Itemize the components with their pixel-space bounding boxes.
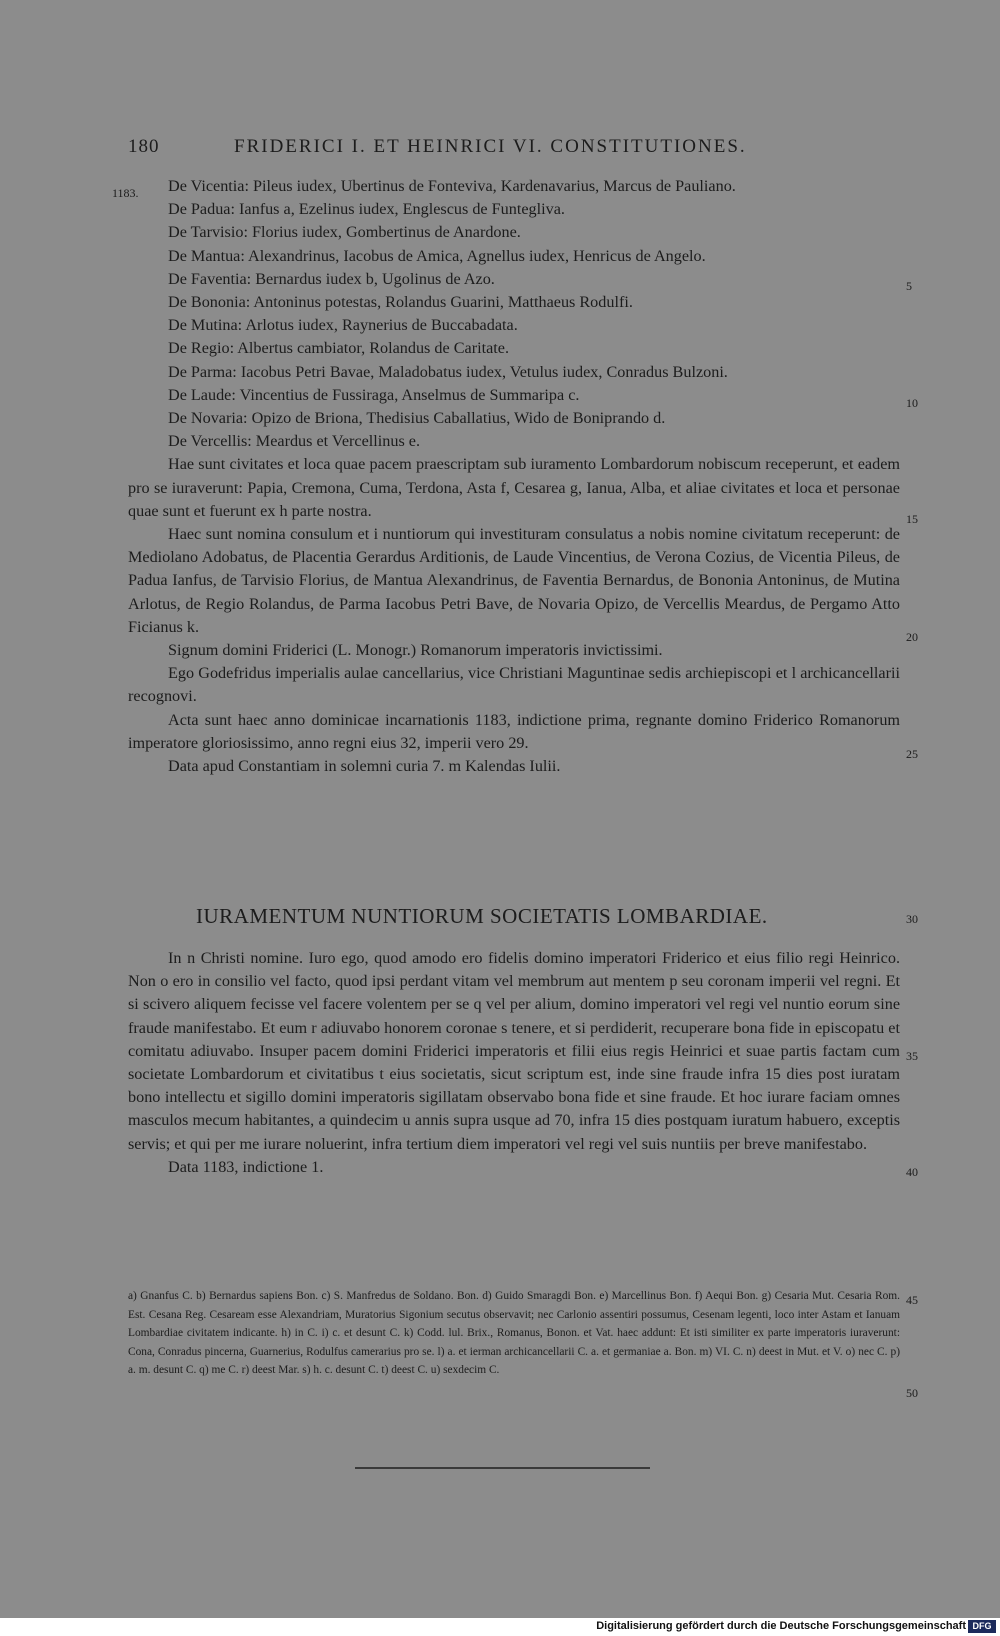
- running-title: FRIDERICI I. ET HEINRICI VI. CONSTITUTIONES.: [234, 136, 747, 157]
- paragraph: De Laude: Vincentius de Fussiraga, Anselmus de Summaripa c.: [168, 385, 580, 404]
- paragraph: De Tarvisio: Florius iudex, Gombertinus de Anardone.: [168, 223, 521, 242]
- paragraph: De Faventia: Bernardus iudex b, Ugolinus de Azo.: [168, 269, 495, 288]
- line-number: 15: [906, 512, 918, 526]
- paragraph: De Vercellis: Meardus et Vercellinus e.: [168, 432, 421, 451]
- line-number: 50: [906, 1386, 918, 1400]
- margin-year: 1183.: [112, 186, 139, 200]
- line-number: 5: [906, 279, 912, 293]
- paragraph: Ego Godefridus imperialis aulae cancellarius, vice Christiani Maguntinae sedis archiepiscopi et l archicancellarii recognovi.: [128, 664, 900, 706]
- line-number: 25: [906, 747, 918, 761]
- dfg-logo: DFG: [968, 1620, 996, 1633]
- footnotes: a) Gnanfus C. b) Bernardus sapiens Bon. c) S. Manfredus de Soldano. Bon. d) Guido Smaragdi Bon. e) Marcellinus Bon. f) Aequi Bon. g) Cesaria Mut. Cesaria Rom. Est. Cesana Reg. Cesaream esse Alexandriam, Muratorius Sigonium secutus observavit; nec Carlonio assentiri possumus, Cesenam legenti, loco inter Astam et Ianuam Lombardiae civitatem indicante. h) in C. i) c. et desunt C. k) Codd. lul. Brix., Romanus, Bonon. et Vat. haec addunt: Et isti similiter ex parte imperatoris iuraverunt: Cona, Conradus pincerna, Guarnerius, Rodulfus camerarius pro se. l) a. et ierman archicancellarii C. a. et germaniae a. Bon. m) VI. C. n) deest in Mut. et V. o) nec C. p) a. m. desunt C. q) me C. r) deest Mar. s) h. c. desunt C. t) deest C. u) sexdecim C.: [128, 1290, 900, 1377]
- digitization-note: Digitalisierung gefördert durch die Deutsche Forschungsgemeinschaft: [596, 1620, 966, 1632]
- paragraph: Signum domini Friderici (L. Monogr.) Romanorum imperatoris invictissimi.: [168, 641, 663, 660]
- page-number: 180: [128, 136, 160, 157]
- paragraph: Data 1183, indictione 1.: [168, 1157, 324, 1176]
- body-bottom: [128, 947, 900, 1179]
- paragraph: De Vicentia: Pileus iudex, Ubertinus de Fonteviva, Kardenavarius, Marcus de Pauliano.: [168, 177, 736, 195]
- line-number: 30: [906, 912, 918, 926]
- paragraph: In n Christi nomine. Iuro ego, quod amodo ero fidelis domino imperatori Friderico et eius filio regi Heinrico. Non o ero in consilio vel facto, quod ipsi perdant vitam vel membrum aut mentem p seu coronam imperii vel regni. Et si scivero aliquem fecisse vel facere volentem per se q vel per alium, domino imperatori vel regi vel nuntio eorum sine fraude manifestabo. Et eum r adiuvabo honorem coronae s tenere, et si perdiderit, recuperare bona fide in episcopatu et comitatu adiuvabo. Insuper pacem domini Friderici imperatoris et filii eius regis Heinrici et suae partis factam cum societate Lombardorum et civitatibus t eius societatis, sicut scriptum est, inde sine fraude infra 15 dies post iuratam bono intellectu et sigillo domini imperatoris sigillatam observabo bona fide et sine fraude. Et hoc iurare faciam omnes masculos mecum habitantes, a quindecim u annis supra usque ad 70, infra 15 dies postquam iuratum habuero, exceptis servis; et qui per me iurare noluerint, infra tertium diem imperatori vel regi vel suis nuntiis per breve manifestabo.: [128, 949, 900, 1153]
- paragraph: De Mantua: Alexandrinus, Iacobus de Amica, Agnellus iudex, Henricus de Angelo.: [168, 246, 706, 265]
- paragraph: Haec sunt nomina consulum et i nuntiorum qui investituram consulatus a nobis nomine civitatum receperunt: de Mediolano Adobatus, de Placentia Gerardus Arditionis, de Laude Vincentius, de Verona Cozius, de Vicentia Pileus, de Padua Ianfus, de Tarvisio Florius, de Mantua Alexandrinus, de Faventia Bernardus, de Bononia Antoninus, de Mutina Arlotus, de Regio Rolandus, de Parma Iacobus Petri Bave, de Novaria Opizo, de Vercellis Meardus, de Pergamo Atto Ficianus k.: [128, 525, 900, 636]
- paragraph: De Novaria: Opizo de Briona, Thedisius Caballatius, Wido de Boniprando d.: [168, 409, 666, 428]
- line-number: 45: [906, 1293, 918, 1307]
- paragraph: Hae sunt civitates et loca quae pacem praescriptam sub iuramento Lombardorum nobiscum receperunt, et eadem pro se iuraverunt: Papia, Cremona, Cuma, Terdona, Asta f, Cesarea g, Ianua, Alba, et aliae civitates et loca et personae quae sunt et fuerunt ex h parte nostra.: [128, 455, 900, 520]
- closing-rule: [355, 1467, 650, 1469]
- line-number: 10: [906, 396, 918, 410]
- paragraph: De Mutina: Arlotus iudex, Raynerius de Buccabadata.: [168, 316, 518, 335]
- paragraph: De Parma: Iacobus Petri Bavae, Maladobatus iudex, Vetulus iudex, Conradus Bulzoni.: [168, 362, 728, 381]
- paragraph: De Padua: Ianfus a, Ezelinus iudex, Englescus de Funtegliva.: [168, 200, 565, 219]
- paragraph: De Regio: Albertus cambiator, Rolandus de Caritate.: [168, 339, 510, 358]
- body-top: [128, 175, 900, 778]
- paragraph: Data apud Constantiam in solemni curia 7. m Kalendas Iulii.: [168, 757, 561, 776]
- line-number: 20: [906, 630, 918, 644]
- paragraph: De Bononia: Antoninus potestas, Rolandus Guarini, Matthaeus Rodulfi.: [168, 293, 633, 312]
- section-title: IURAMENTUM NUNTIORUM SOCIETATIS LOMBARDIAE.: [196, 904, 768, 928]
- line-number: 35: [906, 1049, 918, 1063]
- paragraph: Acta sunt haec anno dominicae incarnationis 1183, indictione prima, regnante domino Friderico Romanorum imperatore gloriosissimo, anno regni eius 32, imperii vero 29.: [128, 710, 900, 752]
- line-number: 40: [906, 1165, 918, 1179]
